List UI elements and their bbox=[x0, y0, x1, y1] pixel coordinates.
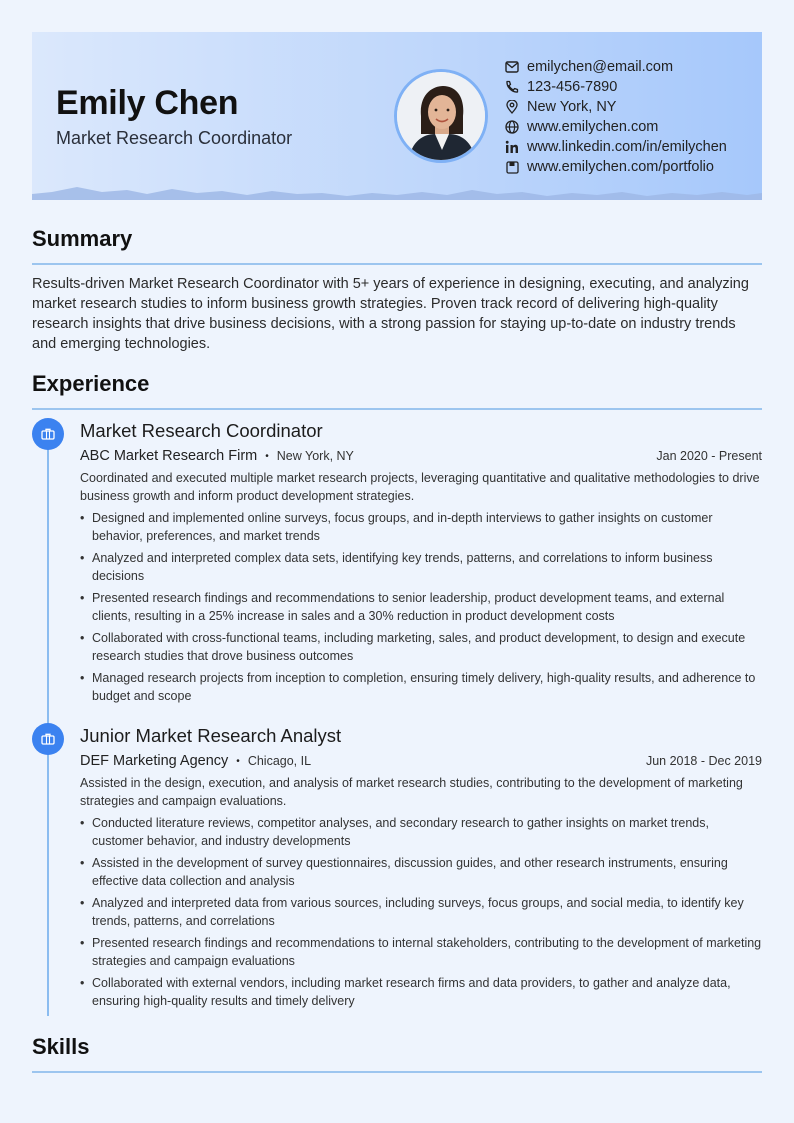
job-title: Market Research Coordinator bbox=[80, 420, 323, 441]
list-item: • Analyzed and interpreted complex data sets, identifying key trends, patterns, and correlations to inform business decisions bbox=[80, 549, 762, 585]
summary-divider bbox=[32, 263, 762, 265]
summary-heading: Summary bbox=[32, 226, 133, 251]
contact-linkedin[interactable] bbox=[504, 137, 727, 157]
job-entry bbox=[80, 724, 762, 1014]
briefcase-icon bbox=[32, 418, 64, 450]
job-description: Coordinated and executed multiple market research projects, leveraging quantitative and qualitative methodologies to drive business growth and inform product development strategies. bbox=[80, 471, 760, 503]
list-item: • Presented research findings and recommendations to senior leadership, product development teams, and external clients, resulting in a 25% increase in sales and a 30% reduction in product development costs bbox=[80, 589, 762, 625]
contact-portfolio[interactable] bbox=[504, 157, 727, 177]
experience-heading: Experience bbox=[32, 371, 150, 396]
envelope-icon bbox=[504, 59, 520, 75]
location-pin-icon bbox=[504, 99, 520, 115]
briefcase-icon bbox=[32, 723, 64, 755]
contact-location bbox=[504, 97, 727, 117]
list-item: • Presented research findings and recommendations to internal stakeholders, contributing to the development of marketing strategies and campaign evaluations bbox=[80, 934, 762, 970]
contact-phone[interactable] bbox=[504, 77, 727, 97]
job-company: DEF Marketing Agency bbox=[80, 753, 229, 769]
job-meta bbox=[80, 445, 762, 467]
meta-separator: • bbox=[265, 450, 269, 462]
job-location: Chicago, IL bbox=[247, 754, 312, 768]
job-title: Junior Market Research Analyst bbox=[80, 725, 342, 746]
phone-icon bbox=[504, 79, 520, 95]
contact-website[interactable] bbox=[504, 117, 727, 137]
list-item: • Collaborated with cross-functional teams, including marketing, sales, and product development, to design and execute research studies that drove business outcomes bbox=[80, 629, 762, 665]
job-dates: Jan 2020 - Present bbox=[656, 449, 762, 463]
contact-list bbox=[504, 57, 727, 177]
job-description: Assisted in the design, execution, and analysis of market research studies, contributing to the development of marketing strategies and campaign evaluations. bbox=[80, 776, 743, 808]
contact-linkedin-text: www.linkedin.com/in/emilychen bbox=[527, 139, 727, 155]
job-location: New York, NY bbox=[276, 449, 354, 463]
contact-phone-text: 123-456-7890 bbox=[527, 79, 618, 95]
contact-email[interactable] bbox=[504, 57, 727, 77]
job-bullets bbox=[80, 509, 762, 705]
contact-portfolio-text: www.emilychen.com/portfolio bbox=[527, 159, 714, 175]
skills-divider bbox=[32, 1071, 762, 1073]
header-wave-decoration bbox=[32, 184, 762, 200]
list-item: • Analyzed and interpreted data from various sources, including surveys, focus groups, and social media, to identify key trends, patterns, and correlations bbox=[80, 894, 762, 930]
job-meta bbox=[80, 750, 762, 772]
list-item: • Managed research projects from inception to completion, ensuring timely delivery, high-quality results, and adherence to budget and scope bbox=[80, 669, 762, 705]
globe-icon bbox=[504, 119, 520, 135]
profile-photo bbox=[394, 69, 488, 163]
skills-heading: Skills bbox=[32, 1034, 90, 1059]
linkedin-icon bbox=[504, 139, 520, 155]
experience-divider bbox=[32, 408, 762, 410]
list-item: • Collaborated with external vendors, including market research firms and data providers, to gather and analyze data, ensuring high-quality results and timely delivery bbox=[80, 974, 762, 1010]
list-item: • Assisted in the development of survey questionnaires, discussion guides, and other research instruments, ensuring effective data collection and analysis bbox=[80, 854, 762, 890]
job-bullets bbox=[80, 814, 762, 1010]
candidate-name: Emily Chen bbox=[56, 84, 239, 122]
contact-email-text: emilychen@email.com bbox=[527, 59, 674, 75]
meta-separator: • bbox=[236, 755, 240, 767]
job-entry bbox=[80, 419, 762, 709]
summary-text: Results-driven Market Research Coordinator with 5+ years of experience in designing, executing, and analyzing market research studies to inform business growth strategies. Proven track record of delivering high-quality research insights that drive business decisions, with a strong passion for staying up-to-date on industry trends and emerging technologies. bbox=[32, 276, 749, 352]
job-dates: Jun 2018 - Dec 2019 bbox=[645, 754, 762, 768]
candidate-role: Market Research Coordinator bbox=[56, 128, 293, 148]
contact-website-text: www.emilychen.com bbox=[527, 119, 659, 135]
resume-header bbox=[32, 32, 762, 200]
list-item: • Conducted literature reviews, competitor analyses, and secondary research to gather insights on market trends, customer behavior, and industry developments bbox=[80, 814, 762, 850]
list-item: • Designed and implemented online surveys, focus groups, and in-depth interviews to gather insights on customer behavior, preferences, and market trends bbox=[80, 509, 762, 545]
contact-location-text: New York, NY bbox=[527, 99, 617, 115]
portfolio-icon bbox=[504, 159, 520, 175]
job-company: ABC Market Research Firm bbox=[80, 448, 258, 464]
